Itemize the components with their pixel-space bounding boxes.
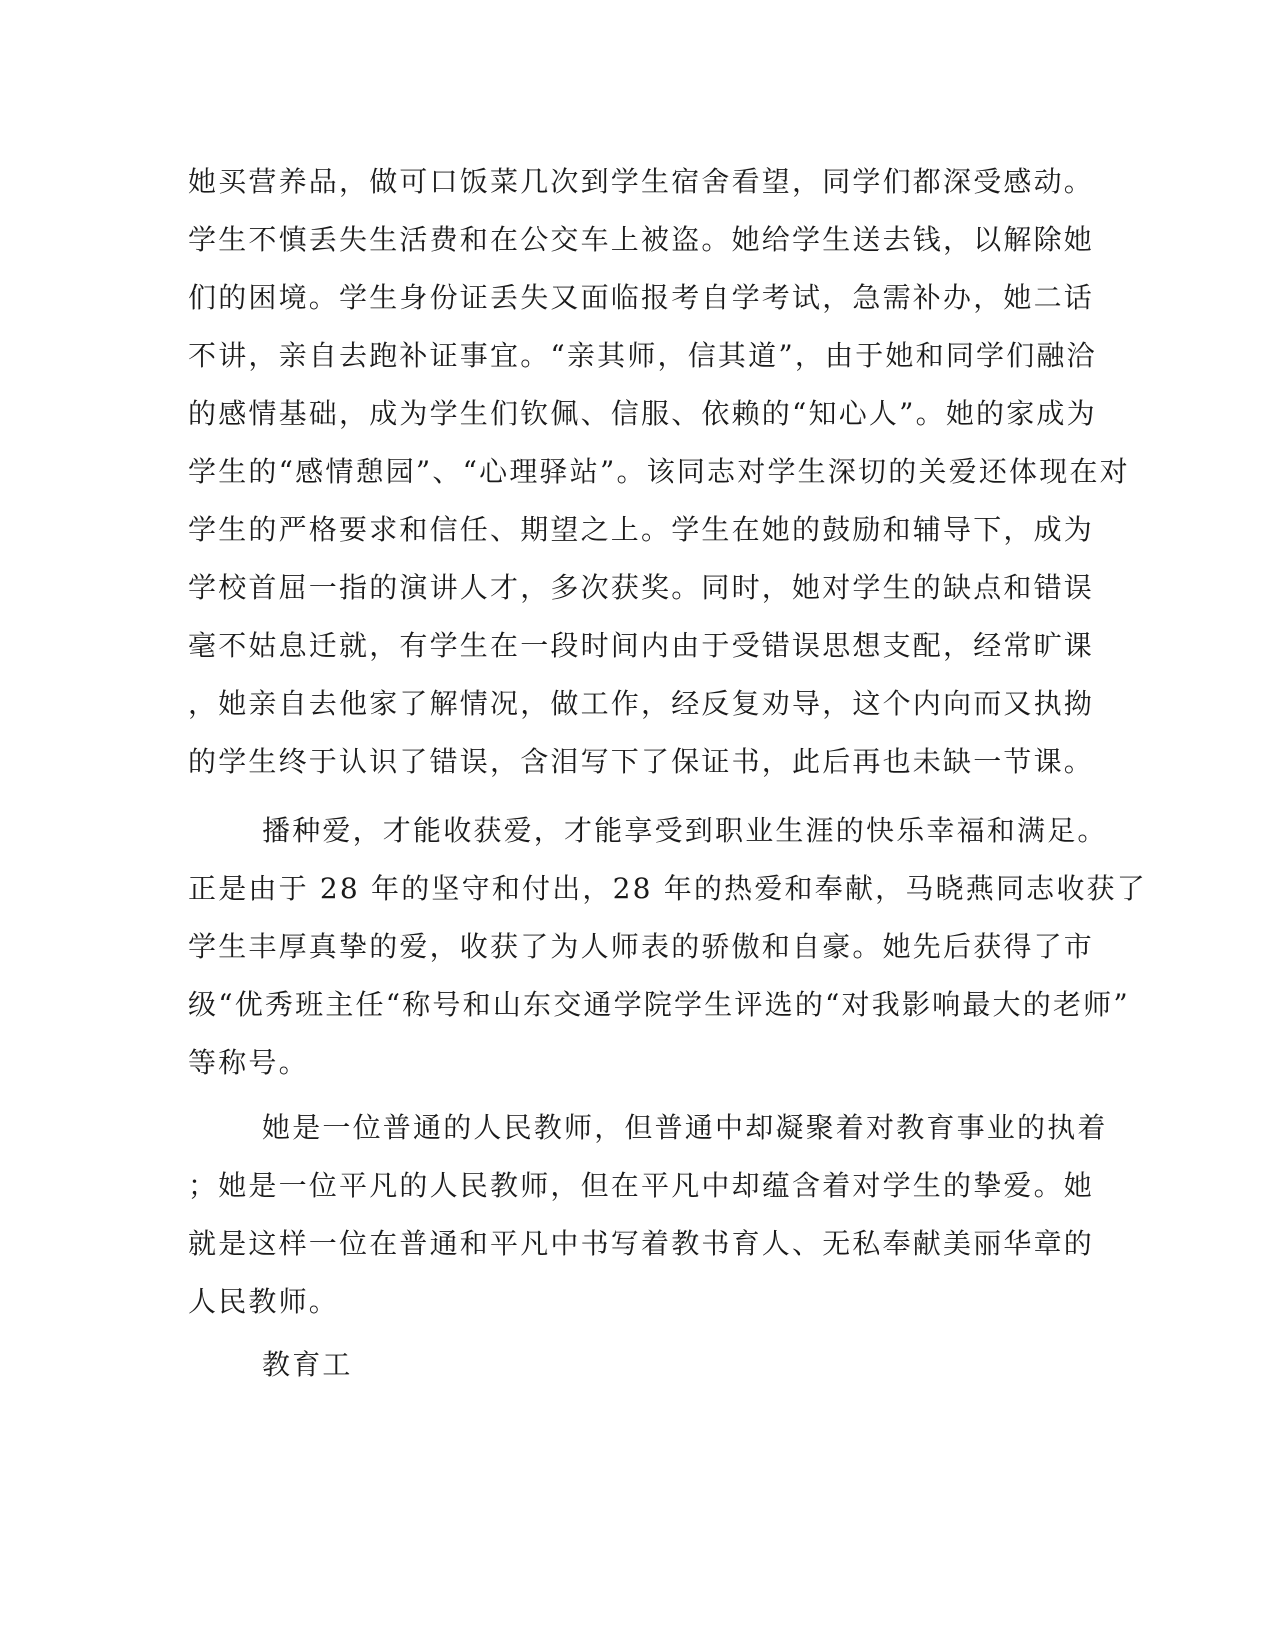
paragraph-first-line: 播种爱，才能收获爱，才能享受到职业生涯的快乐幸福和满足。 [262,814,1108,847]
text-line: 学生的“感情憩园”、“心理驿站”。该同志对学生深切的关爱还体现在对 [188,455,1130,488]
text-line: 的感情基础，成为学生们钦佩、信服、依赖的“知心人”。她的家成为 [188,397,1097,430]
text-line: 人民教师。 [188,1285,340,1318]
text-line: 她买营养品，做可口饭菜几次到学生宿舍看望，同学们都深受感动。 [188,165,1095,198]
text-line: 等称号。 [188,1046,309,1079]
text-line: 学生的严格要求和信任、期望之上。学生在她的鼓励和辅导下，成为 [188,513,1095,546]
text-line: 级“优秀班主任“称号和山东交通学院学生评选的“对我影响最大的老师” [188,988,1130,1021]
text-line: 的学生终于认识了错误，含泪写下了保证书，此后再也未缺一节课。 [188,745,1095,778]
text-line: 学生不慎丢失生活费和在公交车上被盗。她给学生送去钱，以解除她 [188,223,1095,256]
text-line: ，她亲自去他家了解情况，做工作，经反复劝导，这个内向而又执拗 [188,687,1095,720]
text-line: 学生丰厚真挚的爱，收获了为人师表的骄傲和自豪。她先后获得了市 [188,930,1095,963]
text-line: 就是这样一位在普通和平凡中书写着教书育人、无私奉献美丽华章的 [188,1227,1095,1260]
text-line: 不讲，亲自去跑补证事宜。“亲其师，信其道”，由于她和同学们融洽 [188,339,1097,372]
text-line: ；她是一位平凡的人民教师，但在平凡中却蕴含着对学生的挚爱。她 [188,1169,1095,1202]
paragraph-first-line: 教育工 [262,1348,353,1381]
paragraph-first-line: 她是一位普通的人民教师，但普通中却凝聚着对教育事业的执着 [262,1111,1108,1144]
text-line: 们的困境。学生身份证丢失又面临报考自学考试，急需补办，她二话 [188,281,1095,314]
text-line: 正是由于 28 年的坚守和付出，28 年的热爱和奉献，马晓燕同志收获了 [188,872,1147,905]
text-line: 学校首屈一指的演讲人才，多次获奖。同时，她对学生的缺点和错误 [188,571,1095,604]
text-line: 毫不姑息迁就，有学生在一段时间内由于受错误思想支配，经常旷课 [188,629,1095,662]
